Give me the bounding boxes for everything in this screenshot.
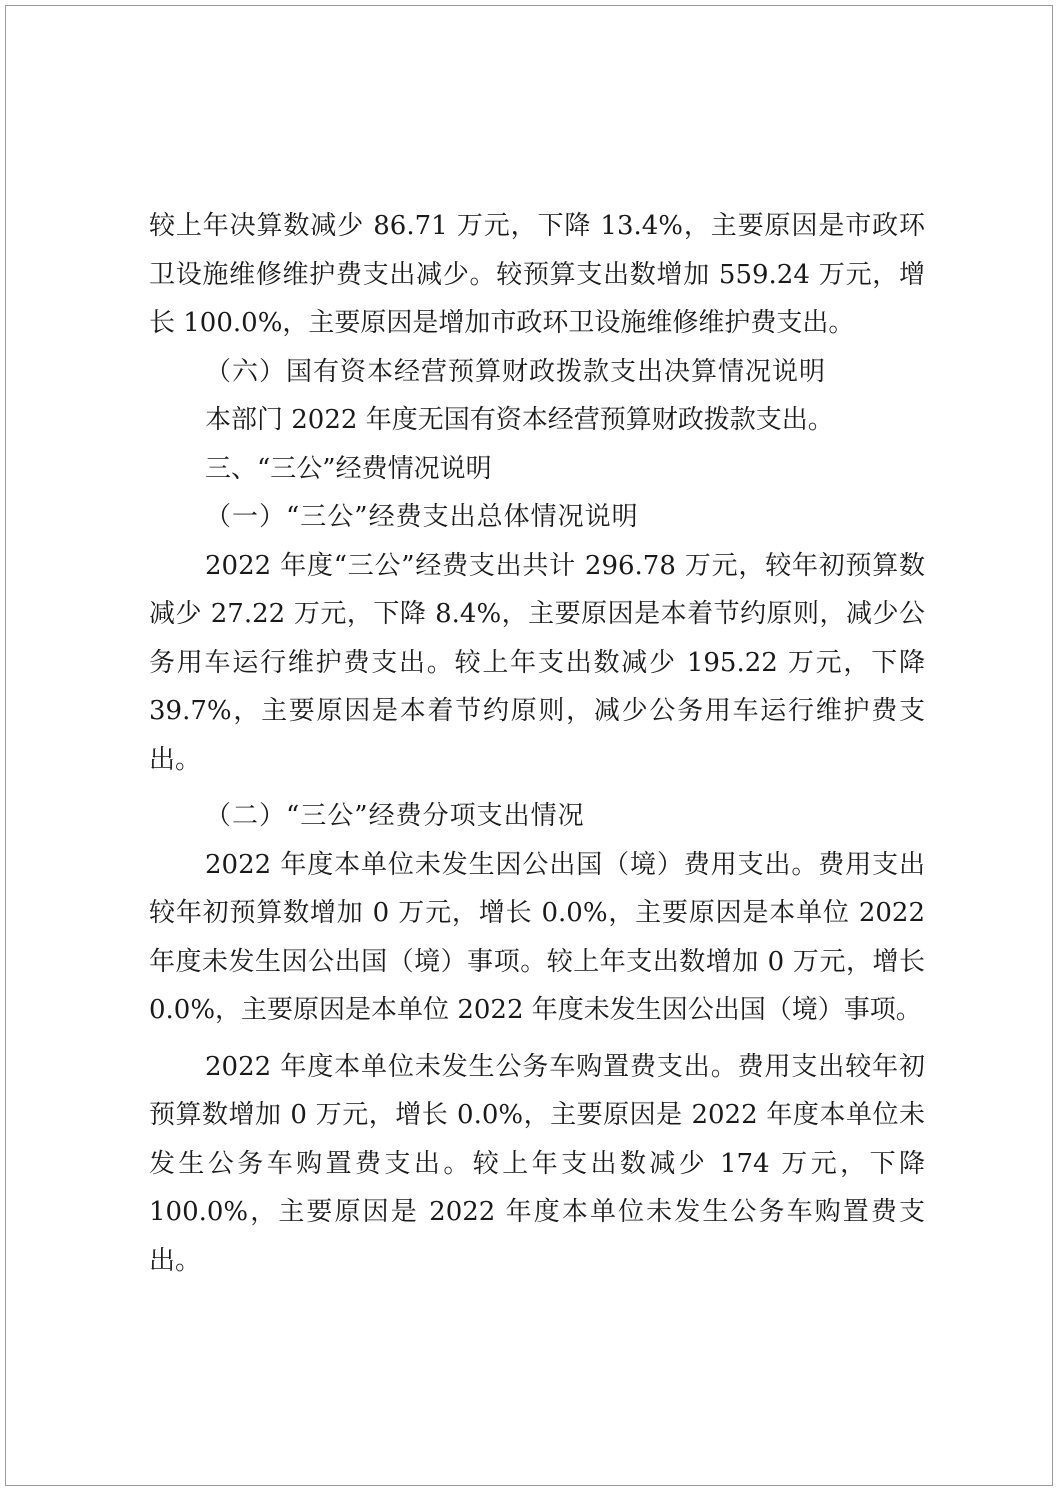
paragraph-overseas-travel: 2022 年度本单位未发生因公出国（境）费用支出。费用支出较年初预算数增加 0 万元，增长 0.0%，主要原因是本单位 2022 年度未发生因公出国（境）事项。较上年支出数增加 0 万元，增长 0.0%，主要原因是本单位 2022 年度未发生因公出国（境）事项。 <box>149 849 925 1025</box>
paragraph-no-state-capital-expense: 本部门 2022 年度无国有资本经营预算财政拨款支出。 <box>205 405 834 435</box>
paragraph-vehicle-purchase: 2022 年度本单位未发生公务车购置费支出。费用支出较年初预算数增加 0 万元，增长 0.0%，主要原因是 2022 年度本单位未发生公务车购置费支出。较上年支出数减少 174 万元，下降 100.0%，主要原因是 2022 年度本单位未发生公务车购置费支出。 <box>149 1051 925 1276</box>
subheading-overall-expense: （一）“三公”经费支出总体情况说明 <box>205 502 639 532</box>
document-page <box>5 5 1053 1486</box>
heading-three-public-expenses: 三、“三公”经费情况说明 <box>205 453 492 484</box>
paragraph-overall-expense: 2022 年度“三公”经费支出共计 296.78 万元，较年初预算数减少 27.22 万元，下降 8.4%，主要原因是本着节约原则，减少公务用车运行维护费支出。较上年支出数减少 195.22 万元，下降 39.7%，主要原因是本着节约原则，减少公务用车运行维护费支出。 <box>149 550 925 775</box>
paragraph-budget-comparison: 较上年决算数减少 86.71 万元，下降 13.4%，主要原因是市政环卫设施维修维护费支出减少。较预算支出数增加 559.24 万元，增长 100.0%，主要原因是增加市政环卫设施维修维护费支出。 <box>149 211 925 338</box>
subheading-itemized-expense: （二）“三公”经费分项支出情况 <box>205 801 585 831</box>
document-body <box>149 202 925 1285</box>
subheading-state-capital-budget: （六）国有资本经营预算财政拨款支出决算情况说明 <box>205 356 827 387</box>
